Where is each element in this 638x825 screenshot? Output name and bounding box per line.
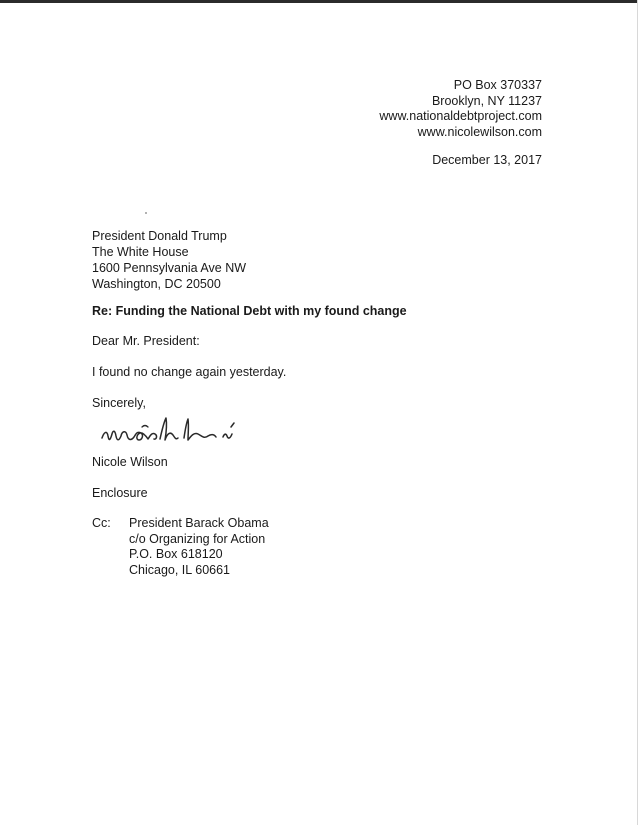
sender-letterhead <box>379 78 542 140</box>
letter-body: I found no change again yesterday. <box>92 365 287 379</box>
recipient-street: 1600 Pennsylvania Ave NW <box>92 261 247 275</box>
recipient-address <box>92 228 246 292</box>
cc-care-of: c/o Organizing for Action <box>129 531 266 546</box>
enclosure-note: Enclosure <box>92 486 148 500</box>
closing: Sincerely, <box>92 396 146 410</box>
sender-website-project: www.nationaldebtproject.com <box>379 109 542 123</box>
cc-po-box: P.O. Box 618120 <box>129 547 223 561</box>
salutation: Dear Mr. President: <box>92 334 200 348</box>
recipient-organization: The White House <box>92 245 189 259</box>
signer-name: Nicole Wilson <box>92 455 168 469</box>
sender-city: Brooklyn, NY 11237 <box>431 93 542 108</box>
sender-website-personal: www.nicolewilson.com <box>417 124 542 139</box>
cc-address <box>129 516 269 578</box>
letter-date: December 13, 2017 <box>432 153 542 167</box>
sender-po-box: PO Box 370337 <box>453 78 542 92</box>
recipient-city: Washington, DC 20500 <box>92 277 221 291</box>
cc-label: Cc: <box>92 516 111 530</box>
handwritten-signature-icon <box>98 412 268 450</box>
subject-line: Re: Funding the National Debt with my found change <box>92 304 407 318</box>
cc-name: President Barack Obama <box>129 516 269 530</box>
cc-city: Chicago, IL 60661 <box>129 562 231 577</box>
scan-edge-top <box>0 0 638 3</box>
recipient-name: President Donald Trump <box>92 229 227 243</box>
scan-speck <box>145 212 147 214</box>
